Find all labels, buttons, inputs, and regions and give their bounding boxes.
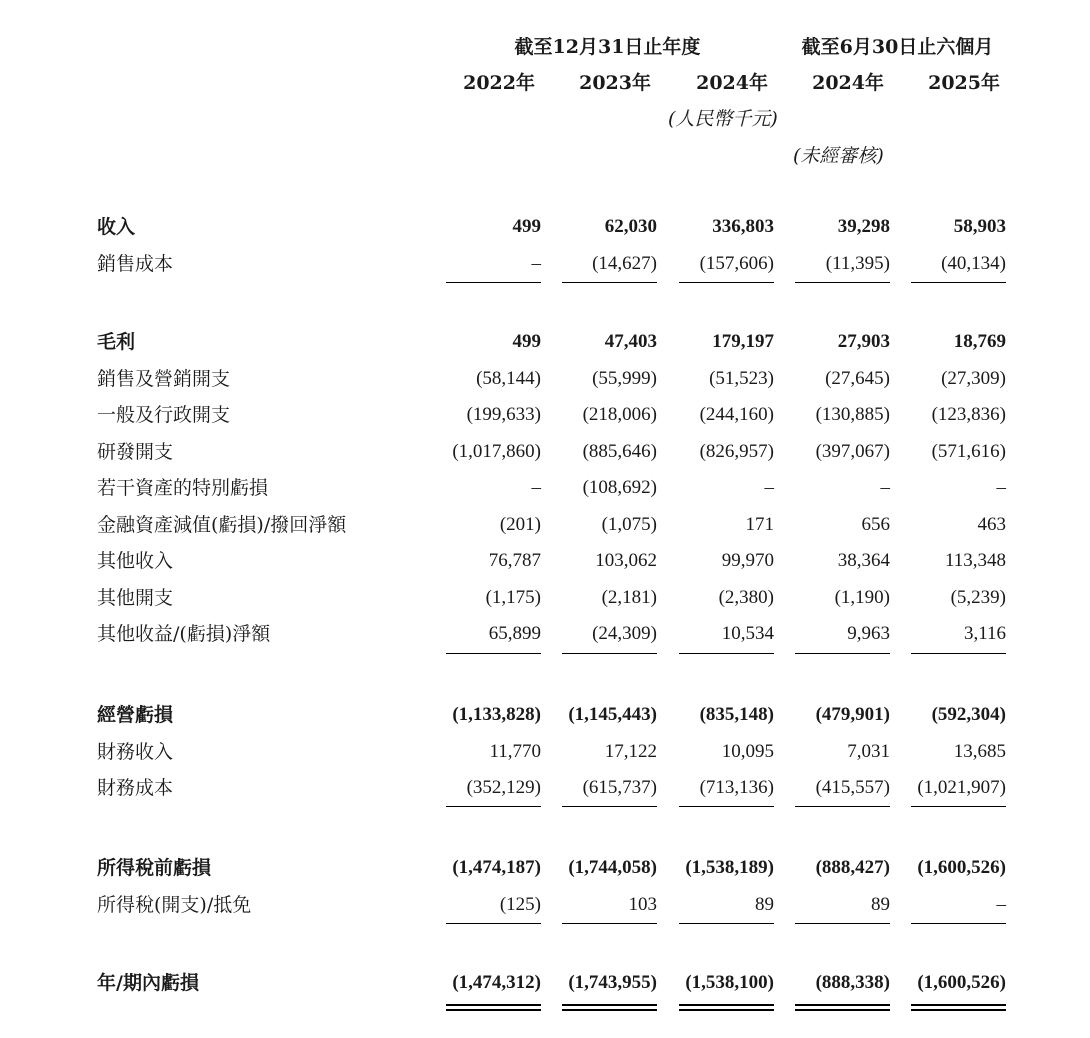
period-header-annual: 截至12月31日止年度 <box>514 36 701 58</box>
table-row <box>0 737 1090 767</box>
table-row <box>0 700 1090 730</box>
subtotal-rule <box>679 282 774 283</box>
subtotal-rule <box>679 806 774 807</box>
row-label: 其他收益/(虧損)淨額 <box>97 623 271 645</box>
row-value: 3,116 <box>963 623 1006 644</box>
row-value: (24,309) <box>592 623 657 644</box>
table-row <box>0 364 1090 394</box>
subtotal-rule <box>911 806 1006 807</box>
subtotal-rule <box>795 282 890 283</box>
row-value: (27,309) <box>941 368 1006 389</box>
subtotal-rule <box>562 806 657 807</box>
table-row <box>0 327 1090 357</box>
row-value: (2,181) <box>601 587 657 608</box>
row-value: (51,523) <box>709 368 774 389</box>
row-value: (1,190) <box>834 587 890 608</box>
row-label: 研發開支 <box>97 441 174 463</box>
subtotal-rule <box>795 923 890 924</box>
total-double-rule <box>679 1004 774 1011</box>
row-value: (1,075) <box>601 514 657 535</box>
row-value: 89 <box>871 894 890 915</box>
row-value: (58,144) <box>476 368 541 389</box>
year-header: 2025年 <box>928 72 1000 94</box>
row-value: 13,685 <box>953 741 1006 762</box>
row-value: (479,901) <box>815 704 890 725</box>
row-value: 179,197 <box>712 331 774 352</box>
row-value: (14,627) <box>592 253 657 274</box>
row-value: 336,803 <box>712 216 774 237</box>
row-value: (397,067) <box>815 441 890 462</box>
table-row <box>0 510 1090 540</box>
row-value: (157,606) <box>699 253 774 274</box>
row-label: 所得稅前虧損 <box>97 857 212 879</box>
subtotal-rule <box>795 653 890 654</box>
row-value: – <box>531 477 541 498</box>
row-value: (571,616) <box>931 441 1006 462</box>
row-value: (244,160) <box>699 404 774 425</box>
subtotal-rule <box>795 806 890 807</box>
row-value: (11,395) <box>825 253 890 274</box>
row-value: 18,769 <box>953 331 1006 352</box>
total-double-rule <box>562 1004 657 1011</box>
row-value: 499 <box>512 216 541 237</box>
table-row <box>0 583 1090 613</box>
row-value: (1,538,189) <box>685 857 774 878</box>
currency-note: (人民幣千元) <box>668 108 778 130</box>
row-value: (1,743,955) <box>568 972 657 993</box>
row-value: (218,006) <box>582 404 657 425</box>
row-value: (415,557) <box>815 777 890 798</box>
year-header: 2024年 <box>696 72 768 94</box>
row-label: 銷售及營銷開支 <box>97 368 231 390</box>
row-value: (352,129) <box>466 777 541 798</box>
row-label: 銷售成本 <box>97 253 174 275</box>
subtotal-rule <box>911 653 1006 654</box>
row-value: (27,645) <box>825 368 890 389</box>
row-label: 若干資產的特別虧損 <box>97 477 269 499</box>
year-header: 2022年 <box>463 72 535 94</box>
row-value: 99,970 <box>721 550 774 571</box>
total-double-rule <box>446 1004 541 1011</box>
table-row <box>0 853 1090 883</box>
subtotal-rule <box>562 282 657 283</box>
row-label: 所得稅(開支)/抵免 <box>97 894 252 916</box>
row-value: 76,787 <box>488 550 541 571</box>
row-value: (2,380) <box>718 587 774 608</box>
row-value: (888,427) <box>815 857 890 878</box>
row-label: 財務收入 <box>97 741 174 763</box>
subtotal-rule <box>562 923 657 924</box>
row-value: 27,903 <box>837 331 890 352</box>
row-value: – <box>880 477 890 498</box>
subtotal-rule <box>446 923 541 924</box>
row-value: (1,474,187) <box>452 857 541 878</box>
subtotal-rule <box>679 653 774 654</box>
row-label: 其他收入 <box>97 550 174 572</box>
row-value: 10,095 <box>721 741 774 762</box>
row-value: (592,304) <box>931 704 1006 725</box>
row-value: 62,030 <box>604 216 657 237</box>
row-label: 財務成本 <box>97 777 174 799</box>
row-value: – <box>531 253 541 274</box>
total-double-rule <box>911 1004 1006 1011</box>
row-value: 11,770 <box>489 741 541 762</box>
row-value: (108,692) <box>582 477 657 498</box>
row-value: – <box>764 477 774 498</box>
subtotal-rule <box>911 282 1006 283</box>
row-value: 499 <box>512 331 541 352</box>
row-value: 58,903 <box>953 216 1006 237</box>
row-value: – <box>996 894 1006 915</box>
table-row <box>0 890 1090 920</box>
period-header-interim: 截至6月30日止六個月 <box>801 36 994 58</box>
row-value: 17,122 <box>604 741 657 762</box>
row-value: (55,999) <box>592 368 657 389</box>
row-value: (1,600,526) <box>917 857 1006 878</box>
year-header: 2023年 <box>579 72 651 94</box>
table-row <box>0 546 1090 576</box>
row-value: (826,957) <box>699 441 774 462</box>
row-value: (615,737) <box>582 777 657 798</box>
table-row <box>0 968 1090 998</box>
row-value: (1,021,907) <box>917 777 1006 798</box>
row-value: 39,298 <box>837 216 890 237</box>
subtotal-rule <box>679 923 774 924</box>
subtotal-rule <box>446 653 541 654</box>
row-value: (1,145,443) <box>568 704 657 725</box>
row-value: (1,474,312) <box>452 972 541 993</box>
table-row <box>0 249 1090 279</box>
row-value: (1,744,058) <box>568 857 657 878</box>
row-value: (5,239) <box>950 587 1006 608</box>
table-row <box>0 437 1090 467</box>
row-value: (1,175) <box>485 587 541 608</box>
row-value: (130,885) <box>815 404 890 425</box>
row-value: 7,031 <box>847 741 890 762</box>
row-value: (888,338) <box>815 972 890 993</box>
row-value: (199,633) <box>466 404 541 425</box>
table-row <box>0 400 1090 430</box>
row-value: 171 <box>745 514 774 535</box>
row-value: 9,963 <box>847 623 890 644</box>
row-value: 463 <box>977 514 1006 535</box>
unaudited-note: (未經審核) <box>793 145 884 167</box>
subtotal-rule <box>446 806 541 807</box>
row-label: 經營虧損 <box>97 704 174 726</box>
total-double-rule <box>795 1004 890 1011</box>
row-value: (1,538,100) <box>685 972 774 993</box>
row-value: 103,062 <box>595 550 657 571</box>
year-header: 2024年 <box>812 72 884 94</box>
subtotal-rule <box>446 282 541 283</box>
row-value: 65,899 <box>488 623 541 644</box>
row-value: (123,836) <box>931 404 1006 425</box>
row-value: – <box>996 477 1006 498</box>
row-label: 年/期內虧損 <box>97 972 199 994</box>
row-value: (1,600,526) <box>917 972 1006 993</box>
row-value: 10,534 <box>721 623 774 644</box>
table-row <box>0 619 1090 649</box>
table-row <box>0 773 1090 803</box>
row-value: (1,017,860) <box>452 441 541 462</box>
row-value: 103 <box>628 894 657 915</box>
row-value: (885,646) <box>582 441 657 462</box>
row-label: 收入 <box>97 216 136 238</box>
row-value: 38,364 <box>837 550 890 571</box>
row-label: 其他開支 <box>97 587 174 609</box>
row-value: 113,348 <box>944 550 1006 571</box>
row-label: 金融資產減值(虧損)/撥回淨額 <box>97 514 347 536</box>
table-row <box>0 212 1090 242</box>
row-value: 656 <box>861 514 890 535</box>
row-value: (713,136) <box>699 777 774 798</box>
row-value: 47,403 <box>604 331 657 352</box>
subtotal-rule <box>911 923 1006 924</box>
row-value: (201) <box>499 514 541 535</box>
table-row <box>0 473 1090 503</box>
row-value: (1,133,828) <box>452 704 541 725</box>
row-label: 一般及行政開支 <box>97 404 231 426</box>
row-value: (125) <box>499 894 541 915</box>
row-value: (40,134) <box>941 253 1006 274</box>
row-value: (835,148) <box>699 704 774 725</box>
row-label: 毛利 <box>97 331 136 353</box>
row-value: 89 <box>755 894 774 915</box>
subtotal-rule <box>562 653 657 654</box>
